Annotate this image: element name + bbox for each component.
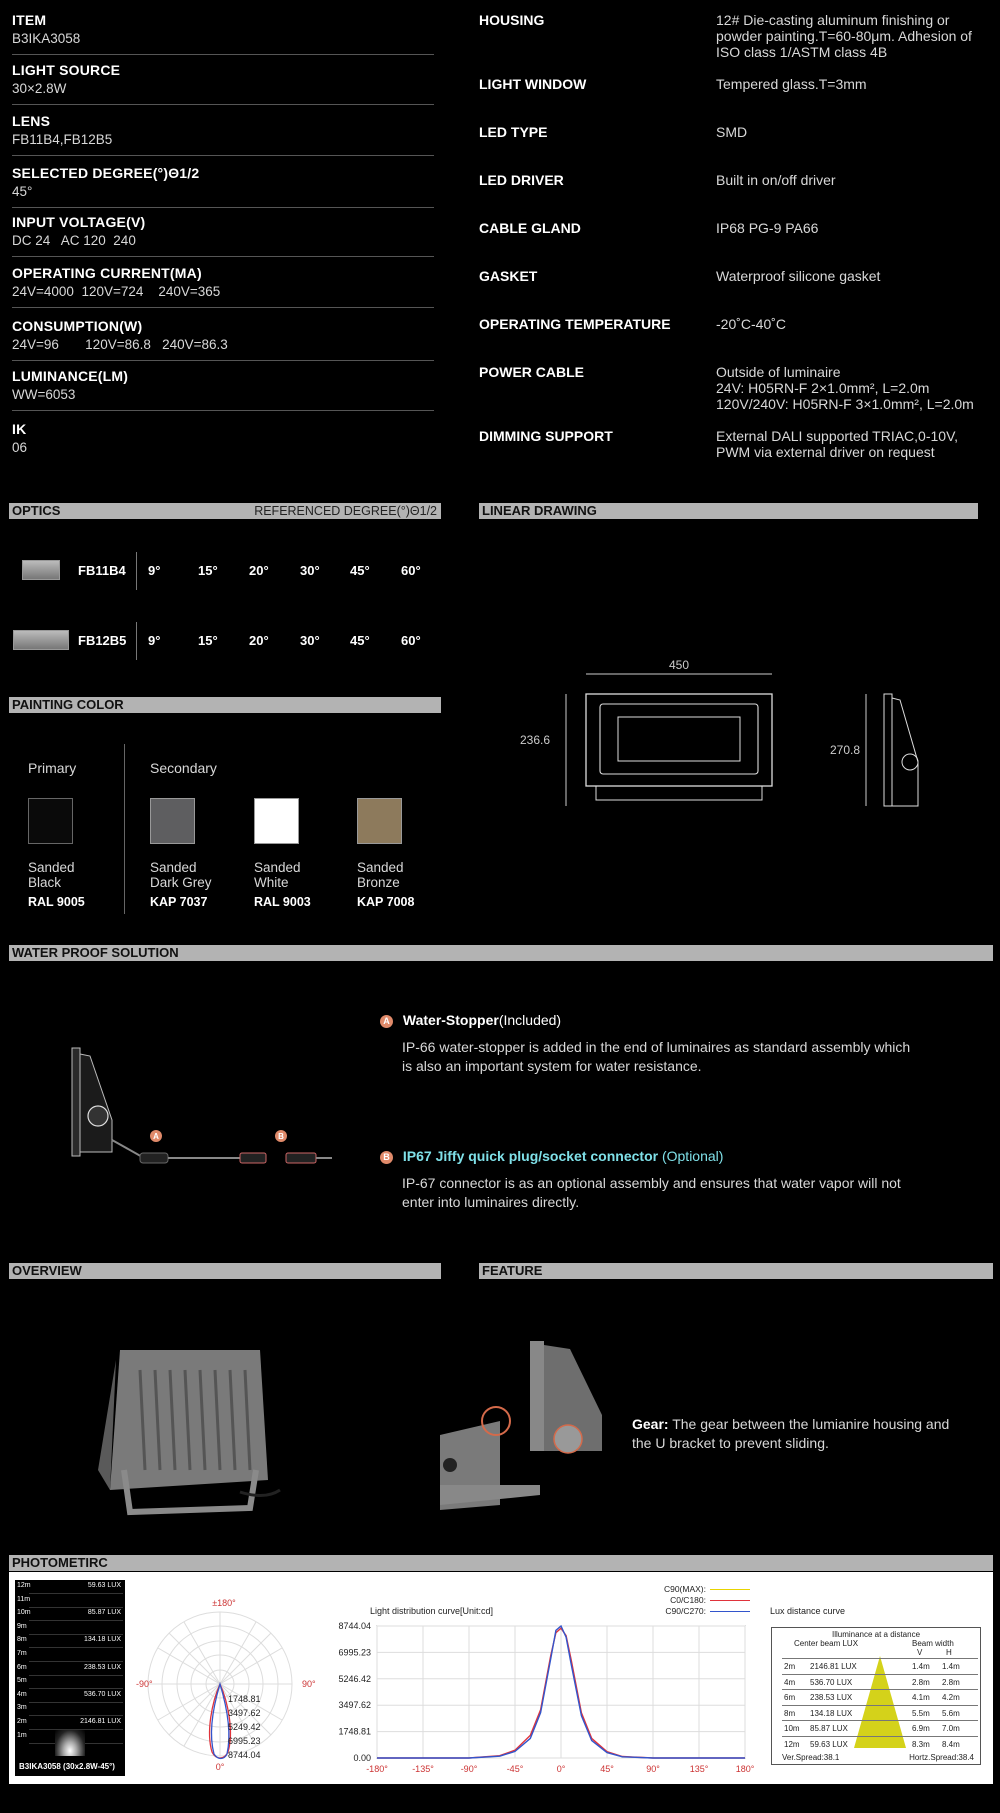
lens-degree: 20° [249, 633, 269, 648]
badge-b-marker-text: B [278, 1132, 284, 1141]
feature-product-image [420, 1335, 620, 1515]
lens-degree: 60° [401, 563, 421, 578]
spec-divider [12, 155, 434, 156]
water-stopper-note: (Included) [498, 1012, 562, 1028]
spec-value: IP68 PG-9 PA66 [716, 220, 819, 236]
spec-value: 45° [12, 184, 33, 199]
badge-b: B [380, 1151, 393, 1164]
water-stopper-title: Water-Stopper [402, 1012, 499, 1028]
feature-bold: Gear: [632, 1416, 669, 1432]
lux-row-v: 2.8m [912, 1677, 930, 1687]
lux-col-h: H [946, 1648, 952, 1657]
spec-label: LIGHT WINDOW [479, 76, 587, 92]
polar-value: 6995.23 [228, 1736, 261, 1746]
isolux-distance: 8m [17, 1636, 27, 1644]
polar-diagram [132, 1592, 322, 1774]
spec-value: 06 [12, 440, 28, 455]
color-name: Sanded Black [28, 860, 75, 890]
spec-value: Tempered glass.T=3mm [716, 76, 867, 92]
x-tick-label: -135° [412, 1764, 434, 1774]
legend-item-c90max: C90(MAX): [620, 1584, 750, 1595]
isolux-gridline [29, 1702, 123, 1703]
lens-degree: 9° [148, 563, 161, 578]
spec-label: IK [12, 421, 27, 437]
secondary-label: Secondary [150, 760, 217, 776]
spec-label: LIGHT SOURCE [12, 62, 121, 78]
polar-top: ±180° [212, 1598, 236, 1608]
connector-socket [286, 1153, 316, 1163]
lux-curve-title: Lux distance curve [770, 1606, 846, 1616]
height-dimension: 236.6 [520, 733, 550, 747]
isolux-gridline [29, 1607, 123, 1608]
water-stopper [140, 1153, 168, 1163]
connector-note: (Optional) [658, 1148, 724, 1164]
isolux-distance: 12m [17, 1582, 31, 1589]
isolux-distance: 7m [17, 1650, 27, 1657]
lux-col-width: Beam width [912, 1639, 954, 1648]
lux-row-v: 8.3m [912, 1739, 930, 1749]
isolux-model: B3IKA3058 (30x2.8W-45°) [19, 1762, 115, 1771]
lux-row-distance: 6m [784, 1693, 796, 1702]
isolux-gridline [29, 1634, 123, 1635]
lux-row-h: 2.8m [942, 1677, 960, 1687]
isolux-distance: 1m [17, 1731, 27, 1739]
spec-divider [12, 54, 434, 55]
lux-row [782, 1658, 978, 1673]
spec-label: GASKET [479, 268, 538, 284]
spec-label: CONSUMPTION(W) [12, 318, 143, 334]
lux-row-distance: 4m [784, 1677, 796, 1687]
lux-row-distance: 10m [784, 1724, 800, 1733]
lens-degree: 9° [148, 633, 161, 648]
optics-title: OPTICS [12, 503, 61, 518]
light-window [618, 717, 740, 761]
connector-text: IP-67 connector is as an optional assembly and ensures that water vapor will not enter into luminaires directly. [402, 1175, 901, 1210]
color-name: Sanded White [254, 860, 301, 890]
spec-label: OPERATING CURRENT(MA) [12, 265, 202, 281]
isolux-gridline [29, 1675, 123, 1676]
feature-text [632, 1415, 962, 1453]
overview-title: OVERVIEW [12, 1263, 82, 1278]
spec-value: DC 24 AC 120 240 [12, 233, 136, 248]
spec-value: 24V=4000 120V=724 240V=365 [12, 284, 221, 299]
isolux-distance: 4m [17, 1690, 27, 1698]
lens-degree: 45° [350, 633, 370, 648]
waterproof-illustration [60, 1040, 350, 1170]
lens-name: FB11B4 [78, 563, 126, 578]
legend-item-c90: C90/C270: [620, 1606, 750, 1617]
spec-divider [12, 256, 434, 257]
ver-spread: Ver.Spread:38.1 [782, 1753, 840, 1762]
front-frame [600, 704, 758, 774]
isolux-distance: 2m [17, 1718, 27, 1725]
isolux-gridline [29, 1620, 123, 1621]
side-body [892, 698, 918, 806]
spec-label: POWER CABLE [479, 364, 584, 380]
spec-label: LED TYPE [479, 124, 548, 140]
polar-bottom: 0° [215, 1762, 225, 1772]
photometric-title: PHOTOMETIRC [12, 1555, 108, 1570]
x-tick-label: 90° [646, 1764, 660, 1774]
curve-title: Light distribution curve[Unit:cd] [370, 1606, 494, 1616]
lens-degree: 15° [198, 633, 218, 648]
lux-row-value: 2146.81 LUX [810, 1662, 857, 1671]
lens-name: FB12B5 [78, 633, 127, 648]
waterproof-header [9, 945, 993, 961]
spec-label: LUMINANCE(LM) [12, 368, 129, 384]
lens-degree: 60° [401, 633, 421, 648]
isolux-gridline [29, 1688, 123, 1689]
lens-degree: 30° [300, 633, 320, 648]
polar-value: 3497.62 [228, 1708, 261, 1718]
color-swatch [28, 798, 73, 844]
spec-value: B3IKA3058 [12, 31, 81, 46]
x-tick-label: -90° [460, 1764, 478, 1774]
spec-value: 30×2.8W [12, 81, 67, 96]
width-dimension: 450 [668, 658, 690, 672]
lux-row [782, 1720, 978, 1735]
linear-drawing [520, 650, 940, 820]
lens-degree: 30° [300, 563, 320, 578]
side-gear [902, 754, 918, 770]
spec-value: SMD [716, 124, 748, 140]
x-tick-label: -45° [506, 1764, 524, 1774]
isolux-lux: 2146.81 LUX [80, 1718, 121, 1725]
color-name: Sanded Bronze [357, 860, 404, 890]
lux-row-h: 5.6m [942, 1708, 960, 1718]
spec-divider [12, 207, 434, 208]
lens-degree: 45° [350, 563, 370, 578]
isolux-lux: 85.87 LUX [87, 1609, 121, 1617]
y-tick-label: 3497.62 [338, 1700, 371, 1711]
isolux-distance: 5m [17, 1677, 27, 1685]
x-tick-label: 180° [735, 1764, 755, 1774]
isolux-distance: 11m [17, 1595, 31, 1603]
overview-header [9, 1263, 441, 1279]
lux-table-title: Illuminance at a distance [831, 1630, 921, 1639]
isolux-glow [55, 1730, 85, 1756]
lux-row [782, 1736, 978, 1751]
spec-value: WW=6053 [12, 387, 76, 402]
color-code: KAP 7008 [357, 895, 415, 909]
y-tick-label: 5246.42 [338, 1673, 371, 1684]
lux-row-value: 238.53 LUX [810, 1693, 853, 1702]
spec-label: DIMMING SUPPORT [479, 428, 613, 444]
feature-desc: The gear between the lumianire housing and the U bracket to prevent sliding. [632, 1416, 950, 1451]
spec-label: CABLE GLAND [479, 220, 581, 236]
front-housing [586, 694, 772, 786]
spec-label: HOUSING [479, 12, 545, 28]
overview-product-image [90, 1340, 290, 1520]
isolux-distance: 9m [17, 1622, 27, 1630]
gear-highlight-icon [554, 1425, 582, 1453]
isolux-lux: 59.63 LUX [87, 1582, 121, 1589]
y-tick-label: 6995.23 [338, 1647, 371, 1658]
painting-header [9, 697, 441, 713]
primary-label: Primary [28, 760, 77, 776]
lux-row-v: 5.5m [912, 1708, 930, 1718]
y-tick-label: 8744.04 [338, 1621, 371, 1631]
lux-row-value: 85.87 LUX [810, 1724, 848, 1733]
isolux-distance: 3m [17, 1704, 27, 1712]
lux-col-v: V [917, 1648, 923, 1657]
isolux-panel [15, 1580, 125, 1776]
lens-divider [136, 552, 137, 590]
waterproof-title: WATER PROOF SOLUTION [12, 945, 179, 960]
spec-value: Outside of luminaire 24V: H05RN-F 2×1.0mm², L=2.0m 120V/240V: H05RN-F 3×1.0mm², L=2.0m [716, 364, 974, 412]
isolux-gridline [29, 1715, 123, 1716]
gear-icon [88, 1106, 108, 1126]
photometric-header [9, 1555, 993, 1571]
isolux-distance: 10m [17, 1609, 31, 1617]
linear-drawing-header [479, 503, 978, 519]
lux-row-h: 8.4m [942, 1739, 960, 1749]
spec-value: 12# Die-casting aluminum finishing or powder painting.T=60-80μm. Adhesion of ISO class 1/ASTM class 4B [716, 12, 972, 60]
lens-image [22, 560, 60, 580]
x-tick-label: 45° [600, 1764, 614, 1774]
lens-image [13, 630, 69, 650]
lux-row-value: 59.63 LUX [810, 1739, 848, 1749]
optics-subtitle: REFERENCED DEGREE(°)Θ1/2 [254, 504, 437, 518]
isolux-gridline [29, 1661, 123, 1662]
lux-row-v: 1.4m [912, 1662, 930, 1671]
spec-divider [12, 360, 434, 361]
color-code: RAL 9005 [28, 895, 85, 909]
painting-title: PAINTING COLOR [12, 697, 124, 712]
y-tick-label: 0.00 [353, 1753, 371, 1763]
isolux-gridline [29, 1593, 123, 1594]
lux-row-h: 1.4m [942, 1662, 960, 1671]
isolux-distance: 6m [17, 1663, 27, 1671]
badge-a: A [380, 1015, 393, 1028]
lens-divider [136, 622, 137, 660]
connector-title: IP67 Jiffy quick plug/socket connector [402, 1148, 659, 1164]
lux-row-h: 4.2m [942, 1693, 960, 1702]
lux-row-distance: 2m [784, 1662, 796, 1671]
y-tick-label: 1748.81 [338, 1726, 371, 1737]
polar-left: -90° [136, 1679, 153, 1689]
water-stopper-block [380, 1012, 940, 1076]
feature-header [479, 1263, 993, 1279]
color-divider [124, 744, 125, 914]
linear-drawing-title: LINEAR DRAWING [482, 503, 597, 518]
spec-label: LED DRIVER [479, 172, 564, 188]
lux-row-value: 134.18 LUX [810, 1708, 853, 1718]
isolux-lux: 238.53 LUX [84, 1663, 121, 1671]
isolux-lux: 134.18 LUX [84, 1636, 121, 1644]
polar-value: 5249.42 [228, 1722, 261, 1732]
spec-divider [12, 307, 434, 308]
front-bracket [596, 786, 762, 800]
color-name: Sanded Dark Grey [150, 860, 212, 890]
lux-row-h: 7.0m [942, 1724, 960, 1733]
spec-value: Waterproof silicone gasket [716, 268, 881, 284]
badge-a-marker-text: A [153, 1132, 159, 1141]
spec-divider [12, 410, 434, 411]
x-tick-label: 0° [556, 1764, 566, 1774]
spec-label: INPUT VOLTAGE(V) [12, 214, 146, 230]
spec-value: FB11B4,FB12B5 [12, 132, 113, 147]
color-code: KAP 7037 [150, 895, 208, 909]
spec-value: -20˚C-40˚C [716, 316, 787, 332]
depth-dimension: 270.8 [829, 743, 860, 757]
spec-value: External DALI supported TRIAC,0-10V, PWM via external driver on request [716, 428, 959, 460]
curve-legend [620, 1584, 750, 1617]
connector-block [380, 1148, 940, 1212]
polar-right: 90° [302, 1679, 316, 1689]
isolux-gridline [29, 1647, 123, 1648]
lens-degree: 15° [198, 563, 218, 578]
lux-row-value: 536.70 LUX [810, 1677, 853, 1687]
spec-value: Built in on/off driver [716, 172, 836, 188]
color-swatch [150, 798, 195, 844]
legend-item-c0: C0/C180: [620, 1595, 750, 1606]
lux-row [782, 1689, 978, 1704]
spec-label: SELECTED DEGREE(°)Θ1/2 [12, 165, 200, 181]
x-tick-label: -180° [366, 1764, 388, 1774]
spec-value: 24V=96 120V=86.8 240V=86.3 [12, 337, 228, 352]
lux-table-panel [771, 1627, 981, 1765]
feature-title: FEATURE [482, 1263, 543, 1278]
water-stopper-text: IP-66 water-stopper is added in the end of luminaires as standard assembly which is also an important system for water resistance. [402, 1039, 911, 1074]
optics-header [9, 503, 441, 519]
connector-plug [240, 1153, 266, 1163]
lux-row [782, 1674, 978, 1689]
polar-value: 8744.04 [228, 1750, 261, 1760]
x-tick-label: 135° [689, 1764, 709, 1774]
isolux-lux: 536.70 LUX [84, 1690, 121, 1698]
hor-spread: Hortz.Spread:38.4 [909, 1753, 974, 1762]
lens-degree: 20° [249, 563, 269, 578]
spec-label: LENS [12, 113, 51, 129]
spec-label: OPERATING TEMPERATURE [479, 316, 671, 332]
lux-col-center: Center beam LUX [794, 1639, 859, 1648]
color-swatch [357, 798, 402, 844]
polar-value: 1748.81 [228, 1694, 261, 1704]
light-distribution-chart [325, 1618, 755, 1778]
lux-row-distance: 12m [784, 1739, 800, 1749]
spec-label: ITEM [12, 12, 47, 28]
color-code: RAL 9003 [254, 895, 311, 909]
side-front [884, 694, 892, 806]
lux-row [782, 1705, 978, 1720]
lux-row-v: 6.9m [912, 1724, 930, 1733]
lux-row-distance: 8m [784, 1708, 796, 1718]
spec-divider [12, 104, 434, 105]
color-swatch [254, 798, 299, 844]
lux-row-v: 4.1m [912, 1693, 930, 1702]
